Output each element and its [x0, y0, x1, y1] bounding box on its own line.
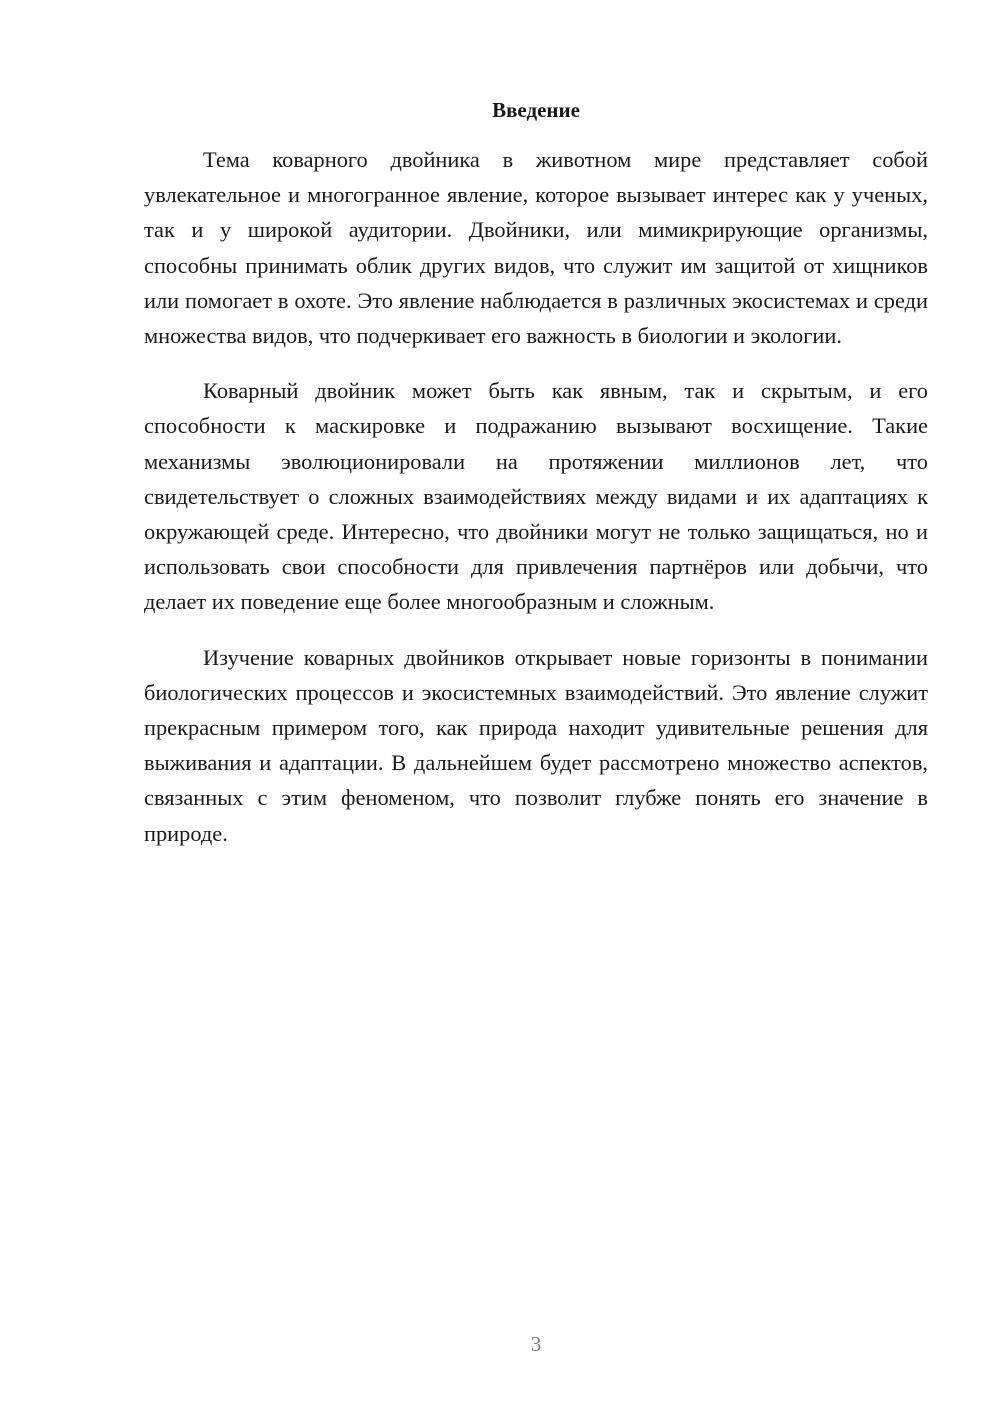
section-heading: Введение [492, 98, 580, 122]
paragraph-3: Изучение коварных двойников открывает новые горизонты в понимании биологических процессов и экосистемных взаимодействий. Это явление служит прекрасным примером того, как природа находит удивительные решения для выживания и адаптации. В дальнейшем будет рассмотрено множество аспектов, связанных с этим феноменом, что позволит глубже понять его значение в природе. [144, 644, 928, 846]
page-number: 3 [530, 1332, 542, 1356]
paragraph-2: Коварный двойник может быть как явным, так и скрытым, и его способности к маскировке и подражанию вызывают восхищение. Такие механизмы эволюционировали на протяжении миллионов лет, что свидетельствует о сложных взаимодействиях между видами и их адаптациях к окружающей среде. Интересно, что двойники могут не только защищаться, но и использовать свои способности для привлечения партнёров или добычи, что делает их поведение еще более многообразным и сложным. [144, 378, 928, 615]
page-content [144, 92, 928, 871]
paragraph-1: Тема коварного двойника в животном мире представляет собой увлекательное и многогранное явление, которое вызывает интерес как у ученых, так и у широкой аудитории. Двойники, или мимикрирующие организмы, способны принимать облик других видов, что служит им защитой от хищников или помогает в охоте. Это явление наблюдается в различных экосистемах и среди множества видов, что подчеркивает его важность в биологии и экологии. [144, 147, 928, 349]
